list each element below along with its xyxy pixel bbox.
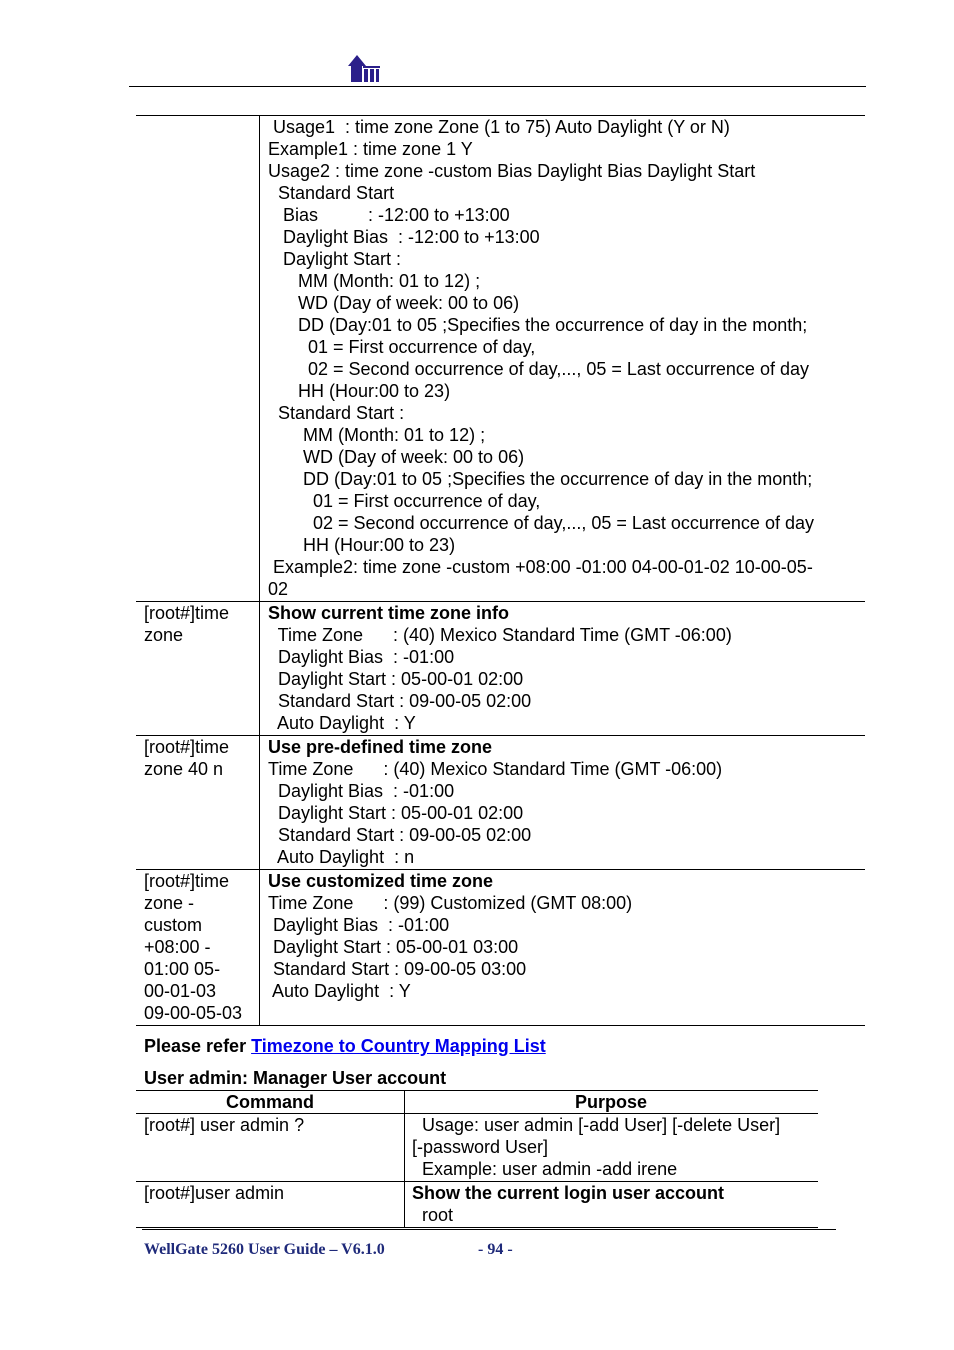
table-rule [136,869,865,870]
output-cell-line: Time Zone : (99) Customized (GMT 08:00) [268,893,633,913]
command-cell-line: zone 40 n [144,759,224,779]
output-cell-line: Usage1 : time zone Zone (1 to 75) Auto Daylight (Y or N) [268,117,730,137]
output-cell-line: WD (Day of week: 00 to 06) [268,293,520,313]
purpose-cell-line: root [412,1205,454,1225]
command-cell-line: +08:00 - [144,937,211,957]
output-cell-line: 01 = First occurrence of day, [268,337,536,357]
command-cell-line: custom [144,915,203,935]
purpose-cell-line: [-password User] [412,1137,549,1157]
output-cell-line: Daylight Bias : -01:00 [268,781,455,801]
output-cell-line: Daylight Start : 05-00-01 03:00 [268,937,519,957]
column-divider [259,115,260,601]
column-divider [259,735,260,869]
output-cell-line: Example2: time zone -custom +08:00 -01:00 04-00-01-02 10-00-05- [268,557,813,577]
output-cell-line: Standard Start [268,183,395,203]
output-cell-line: Example1 : time zone 1 Y [268,139,473,159]
output-cell-line: Daylight Bias : -01:00 [268,915,450,935]
output-cell-line: Standard Start : 09-00-05 02:00 [268,691,532,711]
table-rule [136,1025,865,1026]
output-cell-line: Bias : -12:00 to +13:00 [268,205,510,225]
output-cell-line: Auto Daylight : Y [268,981,411,1001]
output-cell-line: 01 = First occurrence of day, [268,491,541,511]
column-divider [259,869,260,1025]
output-cell-line: Time Zone : (40) Mexico Standard Time (GMT -06:00) [268,625,732,645]
output-cell-line: Time Zone : (40) Mexico Standard Time (GMT -06:00) [268,759,723,779]
output-cell-line: DD (Day:01 to 05 ;Specifies the occurrence of day in the month; [268,315,808,335]
output-cell-line: Daylight Bias : -01:00 [268,647,455,667]
header-rule [129,86,866,87]
output-cell-line: Daylight Bias : -12:00 to +13:00 [268,227,540,247]
command-cell-line: [root#]time [144,871,230,891]
purpose-heading: Show the current login user account [412,1183,725,1203]
output-cell-line: Daylight Start : 05-00-01 02:00 [268,803,524,823]
refer-prefix: Please refer [144,1036,252,1056]
output-heading: Use customized time zone [268,871,494,891]
output-cell-line: Auto Daylight : n [268,847,415,867]
output-heading: Use pre-defined time zone [268,737,493,757]
table-rule [136,1227,818,1228]
command-cell-line: [root#]user admin [144,1183,285,1203]
column-divider [259,601,260,735]
command-cell-line: 01:00 05- [144,959,221,979]
output-cell-line: WD (Day of week: 00 to 06) [268,447,525,467]
command-column-header: Command [225,1092,314,1112]
command-cell-line: [root#] user admin ? [144,1115,305,1135]
command-cell-line: zone [144,625,184,645]
timezone-mapping-link[interactable]: Timezone to Country Mapping List [251,1036,546,1056]
output-cell-line: Standard Start : 09-00-05 03:00 [268,959,527,979]
output-cell-line: Standard Start : 09-00-05 02:00 [268,825,532,845]
output-cell-line: DD (Day:01 to 05 ;Specifies the occurrence of day in the month; [268,469,813,489]
output-cell-line: MM (Month: 01 to 12) ; [268,425,486,445]
footer-guide-title: WellGate 5260 User Guide – V6.1.0 [144,1241,385,1258]
output-cell-line: 02 [268,579,289,599]
footer-page-number: - 94 - [478,1241,513,1258]
output-cell-line: Auto Daylight : Y [268,713,416,733]
output-cell-line: Daylight Start : [268,249,402,269]
command-cell-line: 00-01-03 [144,981,217,1001]
purpose-column-header: Purpose [574,1092,648,1112]
column-divider [404,1113,405,1181]
refer-line [144,1035,546,1057]
column-divider [404,1181,405,1227]
output-cell-line: Standard Start : [268,403,405,423]
command-cell-line: [root#]time [144,737,230,757]
section-heading: User admin: Manager User account [144,1068,447,1088]
output-cell-line: HH (Hour:00 to 23) [268,381,451,401]
command-cell-line: 09-00-05-03 [144,1003,243,1023]
output-cell-line: MM (Month: 01 to 12) ; [268,271,481,291]
column-divider [404,1090,405,1113]
output-cell-line: Usage2 : time zone -custom Bias Daylight Bias Daylight Start [268,161,756,181]
output-cell-line: Daylight Start : 05-00-01 02:00 [268,669,524,689]
footer-rule [142,1229,836,1230]
output-heading: Show current time zone info [268,603,510,623]
wellgate-arrow-logo-icon [348,54,380,84]
table-rule [136,735,865,736]
output-cell-line: 02 = Second occurrence of day,..., 05 = Last occurrence of day [268,359,809,379]
purpose-cell-line: Usage: user admin [-add User] [-delete User] [412,1115,781,1135]
command-cell-line: [root#]time [144,603,230,623]
output-cell-line: HH (Hour:00 to 23) [268,535,456,555]
command-cell-line: zone - [144,893,195,913]
output-cell-line: 02 = Second occurrence of day,..., 05 = Last occurrence of day [268,513,814,533]
purpose-cell-line: Example: user admin -add irene [412,1159,678,1179]
